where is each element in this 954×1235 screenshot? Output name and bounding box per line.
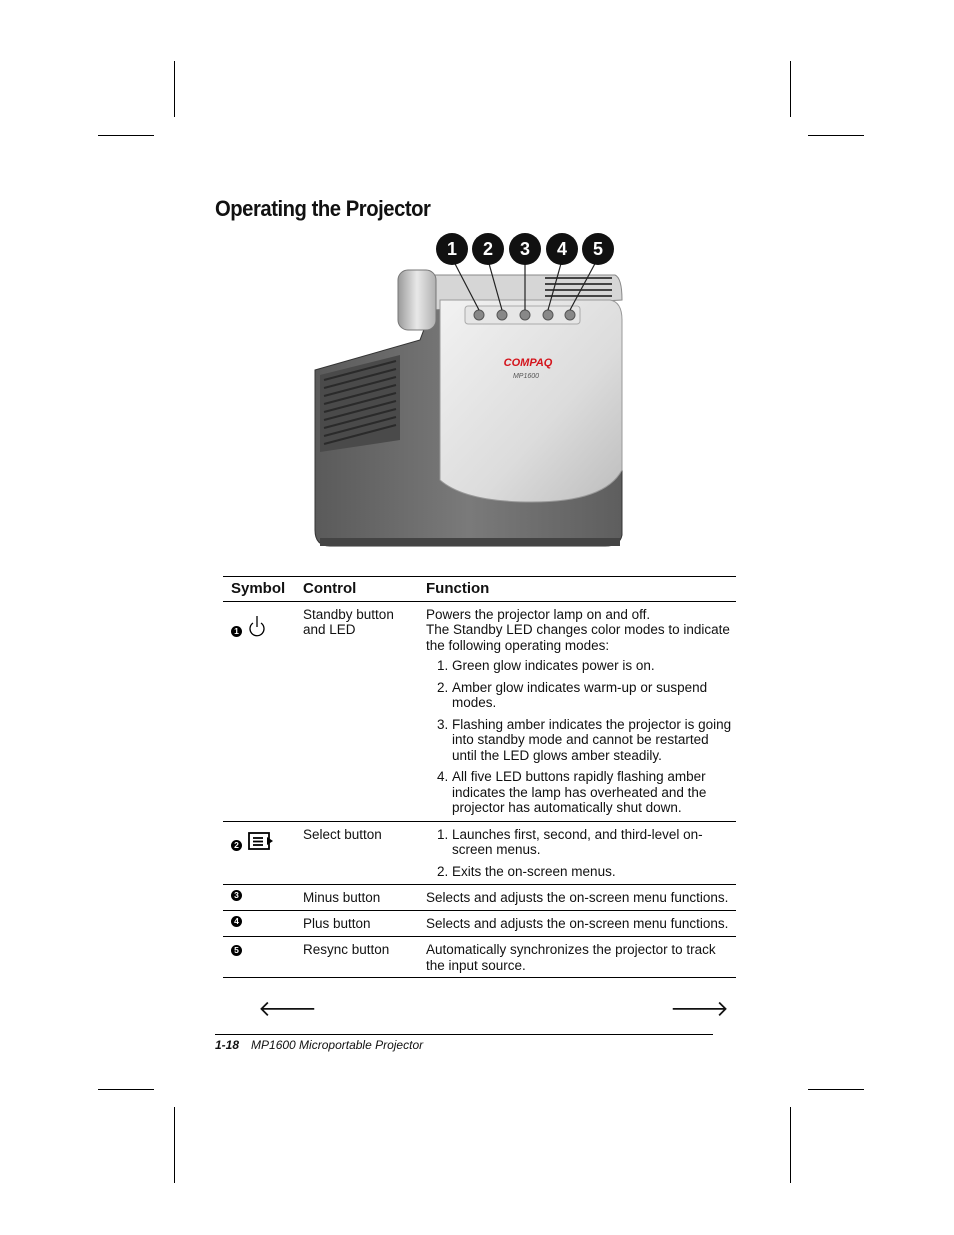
- callouts: [436, 233, 614, 265]
- model-label: MP1600: [512, 373, 540, 380]
- header-function: Function: [418, 577, 736, 602]
- list-item: 2. Exits the on-screen menus.: [452, 864, 736, 880]
- control-cell: Standby button and LED: [295, 601, 418, 821]
- crop-mark: [174, 61, 175, 117]
- footer-rule: [215, 1034, 713, 1035]
- page-footer: [215, 1038, 423, 1052]
- crop-mark: [174, 1107, 175, 1183]
- function-cell: [418, 601, 736, 821]
- callout-4: 4: [556, 239, 568, 259]
- function-cell: Selects and adjusts the on-screen menu functions.: [418, 911, 736, 937]
- symbol-cell: [223, 911, 295, 937]
- lens: [398, 270, 436, 330]
- crop-mark: [98, 135, 154, 136]
- power-icon: [248, 615, 266, 637]
- callout-number: 4: [231, 916, 242, 927]
- symbol-cell: [223, 601, 295, 821]
- list-item: 1. Green glow indicates power is on.: [452, 658, 736, 674]
- control-cell: Plus button: [295, 911, 418, 937]
- table-row: [223, 601, 736, 821]
- list-item: 1. Launches first, second, and third-level on-screen menus.: [452, 827, 736, 858]
- document-title: MP1600 Microportable Projector: [251, 1038, 424, 1052]
- list-item: 2. Amber glow indicates warm-up or suspend modes.: [452, 680, 736, 711]
- arrow-left-icon[interactable]: 🡐: [258, 997, 317, 1022]
- control-cell: Select button: [295, 821, 418, 885]
- callout-number: 2: [231, 840, 242, 851]
- table-row: [223, 821, 736, 885]
- callout-number: 5: [231, 945, 242, 956]
- page-title: Operating the Projector: [215, 196, 431, 221]
- crop-mark: [98, 1089, 154, 1090]
- header-control: Control: [295, 577, 418, 602]
- callout-2: 2: [482, 239, 494, 259]
- list-item: 4. All five LED buttons rapidly flashing amber indicates the lamp has overheated and the projector has automatically shut down.: [452, 769, 736, 816]
- callout-5: 5: [592, 239, 604, 259]
- symbol-cell: [223, 937, 295, 978]
- symbol-cell: [223, 821, 295, 885]
- table-row: [223, 937, 736, 978]
- callout-number: 1: [231, 626, 242, 637]
- function-cell: [418, 821, 736, 885]
- table-row: [223, 885, 736, 911]
- table-row: [223, 911, 736, 937]
- projector-illustration: [300, 230, 640, 555]
- function-text: Powers the projector lamp on and off. The Standby LED changes color modes to indicate the following operating modes:: [426, 606, 730, 653]
- callout-3: 3: [519, 239, 531, 259]
- brand-logo: COMPAQ: [503, 357, 553, 369]
- controls-table: [223, 576, 736, 978]
- list-item: 3. Flashing amber indicates the projector is going into standby mode and cannot be restarted until the LED glows amber steadily.: [452, 717, 736, 764]
- table-header-row: [223, 577, 736, 602]
- control-cell: Minus button: [295, 885, 418, 911]
- crop-mark: [808, 135, 864, 136]
- callout-number: 3: [231, 890, 242, 901]
- crop-mark: [808, 1089, 864, 1090]
- mode-list: [426, 658, 736, 816]
- arrow-right-icon[interactable]: 🡒: [670, 997, 729, 1022]
- symbol-cell: [223, 885, 295, 911]
- control-cell: Resync button: [295, 937, 418, 978]
- function-cell: Automatically synchronizes the projector to track the input source.: [418, 937, 736, 978]
- crop-mark: [790, 1107, 791, 1183]
- page-number: 1-18: [215, 1038, 240, 1052]
- crop-mark: [790, 61, 791, 117]
- select-list: [426, 827, 736, 880]
- header-symbol: Symbol: [223, 577, 295, 602]
- callout-1: 1: [446, 239, 458, 259]
- menu-select-icon: [248, 831, 274, 851]
- function-cell: Selects and adjusts the on-screen menu functions.: [418, 885, 736, 911]
